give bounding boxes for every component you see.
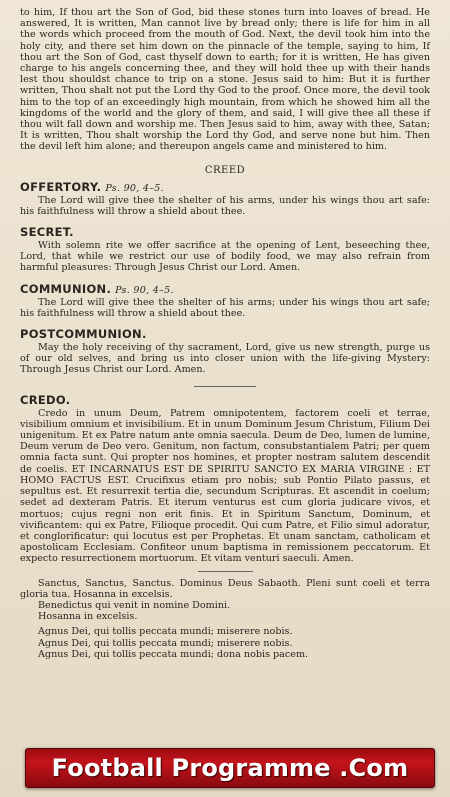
communion-title: COMMUNION.: [20, 281, 112, 296]
offertory-text: The Lord will give thee the shelter of his arms, under his wings thou art safe: his faithfulness will throw a shield about thee.: [20, 194, 430, 217]
hosanna-line: Hosanna in excelsis.: [38, 611, 138, 623]
communion-text: The Lord will give thee the shelter of his arms; under his wings thou art safe; his faithfulness will throw a shield about thee.: [20, 296, 430, 319]
sanctus-section: [20, 578, 430, 623]
gospel-text: to him, If thou art the Son of God, bid these stones turn into loaves of bread. He answered, It is written, Man cannot live by bread only; there is life for him in all the words which proceed from the mouth of God. Next, the devil took him into the holy city, and there set him down on the pinnacle of the temple, saying to him, If thou art the Son of God, cast thyself down to earth; for it is written, He has given charge to his angels concerning thee, and they will hold thee up with their hands lest thou shouldst chance to trip on a stone. Jesus said to him: But it is further written, Thou shalt not put the Lord thy God to the proof. Once more, the devil took him to the top of an exceedingly high mountain, from which he showed him all the kingdoms of the world and the glory of them, and said, I will give thee all these if thou wilt fall down and worship me. Then Jesus said to him, away with thee, Satan; It is written, Thou shalt worship the Lord thy God, and serve none but him. Then the devil left him alone; and thereupon angels came and ministered to him.: [20, 7, 430, 153]
communion-heading: [20, 282, 430, 296]
communion-ref: Ps. 90, 4–5.: [115, 284, 174, 296]
communion-section: [20, 282, 430, 319]
watermark-text: Football Programme .Com: [51, 754, 409, 782]
postcommunion-text: May the holy receiving of thy sacrament, Lord, give us new strength, purge us of our old selves, and bring us into closer union with the life-giving Mystery: Through Jesus Christ our Lord. Amen.: [20, 342, 430, 376]
secret-heading: SECRET.: [20, 225, 74, 240]
offertory-section: [20, 180, 430, 217]
watermark-banner: [25, 748, 435, 788]
credo-text: Credo in unum Deum, Patrem omnipotentem, factorem coeli et terrae, visibilium omnium et invisibilium. Et in unum Dominum Jesum Christum, Filium Dei unigenitum. Et ex Patre natum ante omnia saecula. Deum de Deo, lumen de lumine, Deum verum de Deo vero. Genitum, non factum, consubstantialem Patri; per quem omnia facta sunt. Qui propter nos homines, et propter nostram salutem descendit de coelis. ET INCARNATUS EST DE SPIRITU SANCTO EX MARIA VIRGINE : ET HOMO FACTUS EST. Crucifixus etiam pro nobis; sub Pontio Pilato passus, et sepultus est. Et resurrexit tertia die, secundum Scripturas. Et ascendit in coelum; sedet ad dexteram Patris. Et iterum venturus est cum gloria judicare vivos, et mortuos; cujus regni non erit finis. Et in Spiritum Sanctum, Dominum, et vivificantem: qui ex Patre, Filioque procedit. Qui cum Patre, et Filio simul adoratur, et conglorificatur: qui locutus est per Prophetas. Et unam sanctam, catholicam et apostolicam Ecclesiam. Confiteor unum baptisma in remissionem peccatorum. Et expecto resurrectionem mortuorum. Et vitam venturi saeculi. Amen.: [20, 407, 430, 565]
credo-section: [20, 393, 430, 565]
offertory-ref: Ps. 90, 4–5.: [105, 182, 164, 194]
sanctus-text: Sanctus, Sanctus, Sanctus. Dominus Deus Sabaoth. Pleni sunt coeli et terra gloria tua. Hosanna in excelsis.: [20, 577, 430, 600]
agnus-section: [20, 626, 430, 660]
postcommunion-heading: POSTCOMMUNION.: [20, 327, 147, 342]
creed-heading: CREED: [204, 164, 246, 176]
postcommunion-section: [20, 327, 430, 376]
section-divider: [194, 386, 256, 387]
credo-divider: [198, 571, 253, 572]
credo-heading: CREDO.: [20, 392, 71, 407]
benedictus-line: Benedictus qui venit in nomine Domini.: [38, 599, 231, 611]
offertory-title: OFFERTORY.: [20, 179, 102, 194]
agnus-line: Agnus Dei, qui tollis peccata mundi; miserere nobis.: [38, 626, 293, 638]
secret-section: [20, 225, 430, 274]
offertory-heading: [20, 180, 430, 194]
agnus-line: Agnus Dei, qui tollis peccata mundi; miserere nobis.: [38, 637, 293, 649]
agnus-line: Agnus Dei, qui tollis peccata mundi; dona nobis pacem.: [38, 648, 309, 660]
secret-text: With solemn rite we offer sacrifice at the opening of Lent, beseeching thee, Lord, that while we restrict our use of bodily food, we may also refrain from harmful pleasures: Through Jesus Christ our Lord. Amen.: [20, 240, 430, 274]
